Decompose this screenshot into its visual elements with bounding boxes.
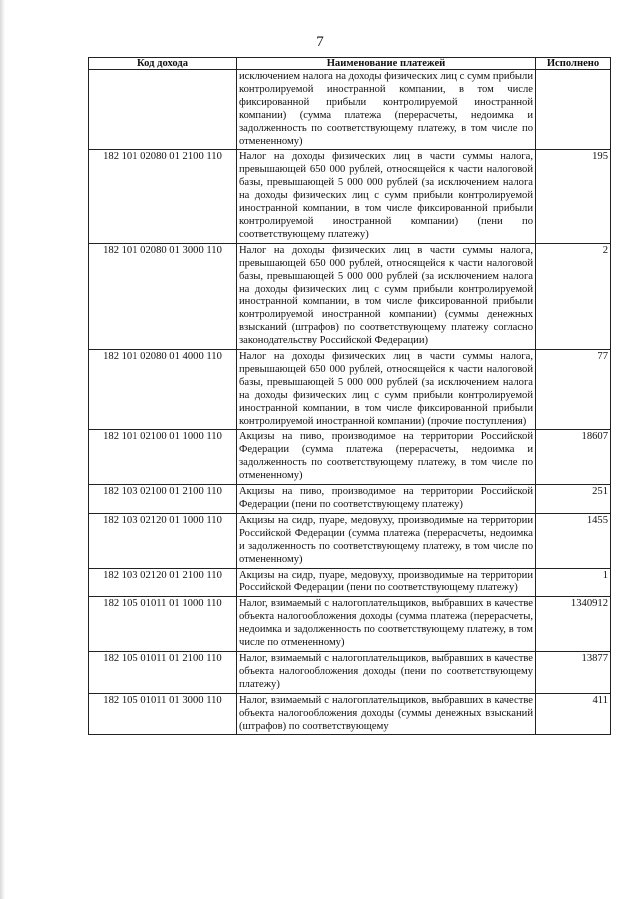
row-name: Акцизы на пиво, производимое на территории Российской Федерации (сумма платежа (перерасчеты, недоимка и задолженность по соответствующему платежу, в том числе по отмененному) — [237, 430, 536, 485]
row-value: 77 — [536, 350, 611, 430]
row-name: Налог, взимаемый с налогоплательщиков, выбравших в качестве объекта налогообложения доходы (суммы денежных взысканий (штрафов) по соответствующему — [237, 693, 536, 735]
table-row — [89, 350, 611, 430]
scan-edge — [0, 0, 5, 899]
row-code: 182 103 02120 01 2100 110 — [89, 568, 237, 597]
row-code: 182 101 02100 01 1000 110 — [89, 430, 237, 485]
row-name: Налог на доходы физических лиц в части суммы налога, превышающей 650 000 рублей, относящейся к части налоговой базы, превышающей 5 000 000 рублей (за исключением налога на доходы физических лиц с сумм прибыли контролируемой иностранной компании, в том числе фиксированной прибыли контролируемой иностранной компании) (прочие поступления) — [237, 350, 536, 430]
row-code: 182 103 02120 01 1000 110 — [89, 513, 237, 568]
table-row — [89, 485, 611, 514]
row-value: 1455 — [536, 513, 611, 568]
row-code: 182 103 02100 01 2100 110 — [89, 485, 237, 514]
table-header-row — [89, 58, 611, 70]
table-row — [89, 568, 611, 597]
header-name: Наименование платежей — [237, 58, 536, 70]
header-code: Код дохода — [89, 58, 237, 70]
row-name: Налог, взимаемый с налогоплательщиков, выбравших в качестве объекта налогообложения доходы (сумма платежа (перерасчеты, недоимка и задолженность по соответствующему платежу, в том числе по отмененному) — [237, 597, 536, 652]
row-value: 2 — [536, 243, 611, 349]
row-code: 182 101 02080 01 3000 110 — [89, 243, 237, 349]
row-code: 182 105 01011 01 1000 110 — [89, 597, 237, 652]
row-name: Акцизы на пиво, производимое на территории Российской Федерации (пени по соответствующему платежу) — [237, 485, 536, 514]
row-value: 1 — [536, 568, 611, 597]
row-code: 182 101 02080 01 2100 110 — [89, 150, 237, 243]
page-number: 7 — [316, 34, 324, 50]
row-code — [89, 70, 237, 150]
row-value: 195 — [536, 150, 611, 243]
row-value: 18607 — [536, 430, 611, 485]
row-code: 182 105 01011 01 2100 110 — [89, 651, 237, 693]
header-value: Исполнено — [536, 58, 611, 70]
table-row — [89, 243, 611, 349]
row-code: 182 101 02080 01 4000 110 — [89, 350, 237, 430]
row-name: Налог на доходы физических лиц в части суммы налога, превышающей 650 000 рублей, относящейся к части налоговой базы, превышающей 5 000 000 рублей (за исключением налога на доходы физических лиц с сумм прибыли контролируемой иностранной компании, в том числе фиксированной прибыли контролируемой иностранной компании) (суммы денежных взысканий (штрафов) по соответствующему платежу согласно законодательству Российской Федерации) — [237, 243, 536, 349]
row-value — [536, 70, 611, 150]
row-value: 251 — [536, 485, 611, 514]
row-name: Акцизы на сидр, пуаре, медовуху, производимые на территории Российской Федерации (пени по соответствующему платежу) — [237, 568, 536, 597]
row-name: Налог, взимаемый с налогоплательщиков, выбравших в качестве объекта налогообложения доходы (пени по соответствующему платежу) — [237, 651, 536, 693]
row-name: исключением налога на доходы физических лиц с сумм прибыли контролируемой иностранной компании, в том числе фиксированной прибыли контролируемой иностранной компании) (сумма платежа (перерасчеты, недоимка и задолженность по соответствующему платежу, в том числе по отмененному) — [237, 70, 536, 150]
row-name: Налог на доходы физических лиц в части суммы налога, превышающей 650 000 рублей, относящейся к части налоговой базы, превышающей 5 000 000 рублей (за исключением налога на доходы физических лиц с сумм прибыли контролируемой иностранной компании, в том числе фиксированной прибыли контролируемой иностранной компании) (пени по соответствующему платежу) — [237, 150, 536, 243]
table-row — [89, 651, 611, 693]
row-value: 1340912 — [536, 597, 611, 652]
row-value: 411 — [536, 693, 611, 735]
table-row — [89, 70, 611, 150]
table-row — [89, 513, 611, 568]
row-name: Акцизы на сидр, пуаре, медовуху, производимые на территории Российской Федерации (сумма платежа (перерасчеты, недоимка и задолженность по соответствующему платежу, в том числе по отмененному) — [237, 513, 536, 568]
table-row — [89, 430, 611, 485]
row-value: 13877 — [536, 651, 611, 693]
table-row — [89, 597, 611, 652]
table-row — [89, 150, 611, 243]
row-code: 182 105 01011 01 3000 110 — [89, 693, 237, 735]
table-row — [89, 693, 611, 735]
income-table — [88, 57, 611, 735]
